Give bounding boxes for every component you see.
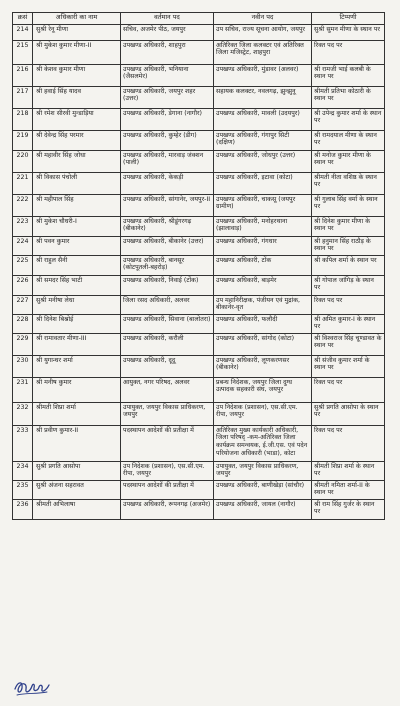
header-officer-name: अधिकारी का नाम [33, 13, 121, 25]
cell-remark: श्री संजीव कुमार शर्मा के स्थान पर [312, 356, 385, 378]
table-row [13, 109, 385, 131]
table-row [13, 500, 385, 520]
cell-serial-number: 230 [13, 356, 33, 378]
cell-serial-number: 231 [13, 378, 33, 403]
cell-serial-number: 235 [13, 481, 33, 500]
table-row [13, 65, 385, 87]
cell-current-post: उपखण्ड अधिकारी, शाहपुरा [121, 41, 214, 65]
cell-current-post: उपखण्ड अधिकारी, निवाई (टोंक) [121, 276, 214, 296]
cell-officer-name: सुश्री रेनू मीणा [33, 25, 121, 41]
cell-current-post: उपखण्ड अधिकारी, सांगानेर, जयपुर-II [121, 195, 214, 217]
table-row [13, 87, 385, 109]
table-row [13, 276, 385, 296]
cell-remark: रिक्त पद पर [312, 41, 385, 65]
cell-officer-name: श्री विकास पंचोली [33, 173, 121, 195]
cell-serial-number: 236 [13, 500, 33, 520]
table-row [13, 315, 385, 334]
cell-serial-number: 217 [13, 87, 33, 109]
table-header-row [13, 13, 385, 25]
cell-remark: श्री कपिल शर्मा के स्थान पर [312, 256, 385, 276]
cell-officer-name: श्री दिनेश बिश्नोई [33, 315, 121, 334]
cell-serial-number: 232 [13, 403, 33, 426]
cell-current-post: उपखण्ड अधिकारी, करौली [121, 334, 214, 356]
cell-current-post: उपखण्ड अधिकारी, भनियाना (जैसलमेर) [121, 65, 214, 87]
cell-officer-name: श्री युगान्धर शर्मा [33, 356, 121, 378]
cell-remark: श्रीमती शिप्रा शर्मा के स्थान पर [312, 462, 385, 481]
header-remark: टिप्पणी [312, 13, 385, 25]
cell-new-post: उप महानिरीक्षक, पंजीयन एवं मुद्रांक, बीकानेर-वृत [214, 296, 312, 315]
cell-new-post: उपखण्ड अधिकारी, बाड़मेर [214, 276, 312, 296]
cell-officer-name: श्री प्रवीण कुमार-II [33, 426, 121, 462]
table-row [13, 356, 385, 378]
cell-current-post: आयुक्त, नगर परिषद, अलवर [121, 378, 214, 403]
cell-remark: रिक्त पद पर [312, 296, 385, 315]
table-row [13, 378, 385, 403]
table-row [13, 173, 385, 195]
cell-new-post: उपखण्ड अधिकारी, इटावा (कोटा) [214, 173, 312, 195]
cell-remark: श्री उपेन्द्र कुमार शर्मा के स्थान पर [312, 109, 385, 131]
cell-serial-number: 226 [13, 276, 33, 296]
cell-current-post: उपखण्ड अधिकारी, बीकानेर (उत्तर) [121, 237, 214, 256]
cell-new-post: उपखण्ड अधिकारी, गंगधार [214, 237, 312, 256]
cell-serial-number: 221 [13, 173, 33, 195]
cell-serial-number: 215 [13, 41, 33, 65]
cell-new-post: उपखण्ड अधिकारी, बाणीखेड़ा (सांचौर) [214, 481, 312, 500]
cell-remark: श्रीमती नीता वशिष्ठ के स्थान पर [312, 173, 385, 195]
cell-current-post: उपखण्ड अधिकारी, रूपनगढ़ (अजमेर) [121, 500, 214, 520]
cell-current-post: उपायुक्त, जयपुर विकास प्राधिकरण, जयपुर [121, 403, 214, 426]
cell-officer-name: श्री पवन कुमार [33, 237, 121, 256]
cell-officer-name: श्री रामावतार मीणा-III [33, 334, 121, 356]
cell-new-post: उपायुक्त, जयपुर विकास प्राधिकरण, जयपुर [214, 462, 312, 481]
cell-officer-name: श्रीमती अभिलाषा [33, 500, 121, 520]
cell-remark: श्री गुलाब सिंह वर्मा के स्थान पर [312, 195, 385, 217]
cell-remark: श्री विश्वराज सिंह चूण्डावत के स्थान पर [312, 334, 385, 356]
table-row [13, 195, 385, 217]
table-row [13, 334, 385, 356]
cell-remark: श्री रामदयाल मीणा के स्थान पर [312, 131, 385, 151]
cell-remark: रिक्त पद पर [312, 426, 385, 462]
cell-new-post: अतिरिक्त मुख्य कार्यकारी अधिकारी, जिला परिषद् -कम-अतिरिक्त जिला कार्यक्रम समन्वयक, ई.जी.एस. एवं पदेन परियोजना अधिकारी (भाडा), कोटा [214, 426, 312, 462]
table-row [13, 151, 385, 173]
cell-new-post: उप सचिव, राज्य सूचना आयोग, जयपुर [214, 25, 312, 41]
cell-remark: श्रीमती प्रतिभा कोठारी के स्थान पर [312, 87, 385, 109]
cell-officer-name: सुश्री अंजना सहरावत [33, 481, 121, 500]
cell-new-post: उपखण्ड अधिकारी, मुंडावर (अलवर) [214, 65, 312, 87]
cell-serial-number: 228 [13, 315, 33, 334]
cell-new-post: उपखण्ड अधिकारी, चाकसू (जयपुर ग्रामीण) [214, 195, 312, 217]
cell-officer-name: श्री मुकेश चौधरी-I [33, 217, 121, 237]
cell-remark: सुश्री सुमन मीणा के स्थान पर [312, 25, 385, 41]
cell-new-post: उपखण्ड अधिकारी, टोंक [214, 256, 312, 276]
cell-new-post: उप निदेशक (प्रशासन), एस.सी.एम. रीपा, जयपुर [214, 403, 312, 426]
cell-new-post: उपखण्ड अधिकारी, मनोहरथाना (झालावाड़) [214, 217, 312, 237]
table-row [13, 462, 385, 481]
table-row [13, 296, 385, 315]
header-new-post: नवीन पद [214, 13, 312, 25]
cell-remark: श्रीमती नमिता शर्मा-II के स्थान पर [312, 481, 385, 500]
cell-current-post: उपखण्ड अधिकारी, केकड़ी [121, 173, 214, 195]
cell-new-post: उपखण्ड अधिकारी, फलौदी [214, 315, 312, 334]
cell-serial-number: 219 [13, 131, 33, 151]
cell-current-post: उपखण्ड अधिकारी, मारवाड़ जंक्शन (पाली) [121, 151, 214, 173]
cell-serial-number: 220 [13, 151, 33, 173]
cell-serial-number: 216 [13, 65, 33, 87]
cell-officer-name: श्री रमेश सीरवी मुन्डाड़िया [33, 109, 121, 131]
cell-serial-number: 224 [13, 237, 33, 256]
cell-serial-number: 233 [13, 426, 33, 462]
transfer-order-table [12, 12, 385, 520]
cell-new-post: उपखण्ड अधिकारी, गंगापुर सिटी (दक्षिण) [214, 131, 312, 151]
cell-serial-number: 222 [13, 195, 33, 217]
table-row [13, 403, 385, 426]
cell-current-post: उपखण्ड अधिकारी, जयपुर शहर (उत्तर) [121, 87, 214, 109]
cell-current-post: उपखण्ड अधिकारी, कुम्हेर (डीग) [121, 131, 214, 151]
cell-serial-number: 229 [13, 334, 33, 356]
table-row [13, 481, 385, 500]
cell-current-post: उपखण्ड अधिकारी, श्रीडूंगरगढ़ (बीकानेर) [121, 217, 214, 237]
table-row [13, 256, 385, 276]
cell-serial-number: 223 [13, 217, 33, 237]
cell-serial-number: 225 [13, 256, 33, 276]
cell-new-post: अतिरिक्त जिला कलक्टर एवं अतिरिक्त जिला मजिस्ट्रेट, शाहपुरा [214, 41, 312, 65]
cell-current-post: उपखण्ड अधिकारी, सिवाना (बालोतरा) [121, 315, 214, 334]
cell-new-post: उपखण्ड अधिकारी, लूणकरणसर (बीकानेर) [214, 356, 312, 378]
cell-officer-name: श्री मुकेश कुमार मीणा-II [33, 41, 121, 65]
cell-officer-name: श्री महीपाल सिंह [33, 195, 121, 217]
cell-officer-name: सुश्री मनीषा लेधा [33, 296, 121, 315]
cell-officer-name: सुश्री प्रगति आसोपा [33, 462, 121, 481]
cell-remark: सुश्री प्रगति आसोपा के स्थान पर [312, 403, 385, 426]
table-row [13, 217, 385, 237]
cell-new-post: उपखण्ड अधिकारी, मावली (उदयपुर) [214, 109, 312, 131]
cell-remark: श्री दिनेश कुमार मीणा के स्थान पर [312, 217, 385, 237]
cell-officer-name: श्री मनीष कुमार [33, 378, 121, 403]
cell-officer-name: श्री महावीर सिंह जोधा [33, 151, 121, 173]
cell-serial-number: 234 [13, 462, 33, 481]
cell-current-post: उपखण्ड अधिकारी, बानसूर (कोटपूतली-बहरोड़) [121, 256, 214, 276]
cell-remark: श्री रामजी भाई कलबी के स्थान पर [312, 65, 385, 87]
cell-remark: श्री राम सिंह गुर्जर के स्थान पर [312, 500, 385, 520]
cell-serial-number: 214 [13, 25, 33, 41]
cell-current-post: सचिव, अजमेर पीठ, जयपुर [121, 25, 214, 41]
cell-new-post: प्रबन्ध निदेशक, जयपुर जिला दुग्ध उत्पादक सहकारी संघ, जयपुर [214, 378, 312, 403]
cell-current-post: उप निदेशक (प्रशासन), एस.सी.एम. रीपा, जयपुर [121, 462, 214, 481]
cell-officer-name: श्री देवेन्द्र सिंह परमार [33, 131, 121, 151]
cell-new-post: सहायक कलक्टर, नवलगढ़, झुन्झुनू [214, 87, 312, 109]
cell-current-post: जिला रसद अधिकारी, अलवर [121, 296, 214, 315]
cell-new-post: उपखण्ड अधिकारी, जोधपुर (उत्तर) [214, 151, 312, 173]
cell-current-post: पदस्थापन आदेशों की प्रतीक्षा में [121, 481, 214, 500]
cell-remark: श्री गोपाल जांगिड़ के स्थान पर [312, 276, 385, 296]
table-row [13, 237, 385, 256]
cell-new-post: उपखण्ड अधिकारी, जायल (नागौर) [214, 500, 312, 520]
table-row [13, 426, 385, 462]
cell-officer-name: श्री समदर सिंह भाटी [33, 276, 121, 296]
cell-officer-name: श्री हवाई सिंह यादव [33, 87, 121, 109]
cell-officer-name: श्री राहुल सैनी [33, 256, 121, 276]
cell-officer-name: श्री केशव कुमार मीणा [33, 65, 121, 87]
table-row [13, 131, 385, 151]
table-row [13, 41, 385, 65]
cell-current-post: पदस्थापन आदेशों की प्रतीक्षा में [121, 426, 214, 462]
cell-current-post: उपखण्ड अधिकारी, दूदू [121, 356, 214, 378]
header-current-post: वर्तमान पद [121, 13, 214, 25]
cell-officer-name: श्रीमती शिप्रा शर्मा [33, 403, 121, 426]
cell-serial-number: 227 [13, 296, 33, 315]
cell-current-post: उपखण्ड अधिकारी, डेगाना (नागौर) [121, 109, 214, 131]
cell-remark: श्री मनोज कुमार मीणा के स्थान पर [312, 151, 385, 173]
cell-new-post: उपखण्ड अधिकारी, सांगोद (कोटा) [214, 334, 312, 356]
signature [12, 676, 52, 698]
cell-serial-number: 218 [13, 109, 33, 131]
cell-remark: श्री अमित कुमार-I के स्थान पर [312, 315, 385, 334]
table-body [13, 25, 385, 520]
cell-remark: रिक्त पद पर [312, 378, 385, 403]
table-row [13, 25, 385, 41]
cell-remark: श्री हनुमान सिंह राठौड़ के स्थान पर [312, 237, 385, 256]
header-serial-number: क्रसं [13, 13, 33, 25]
